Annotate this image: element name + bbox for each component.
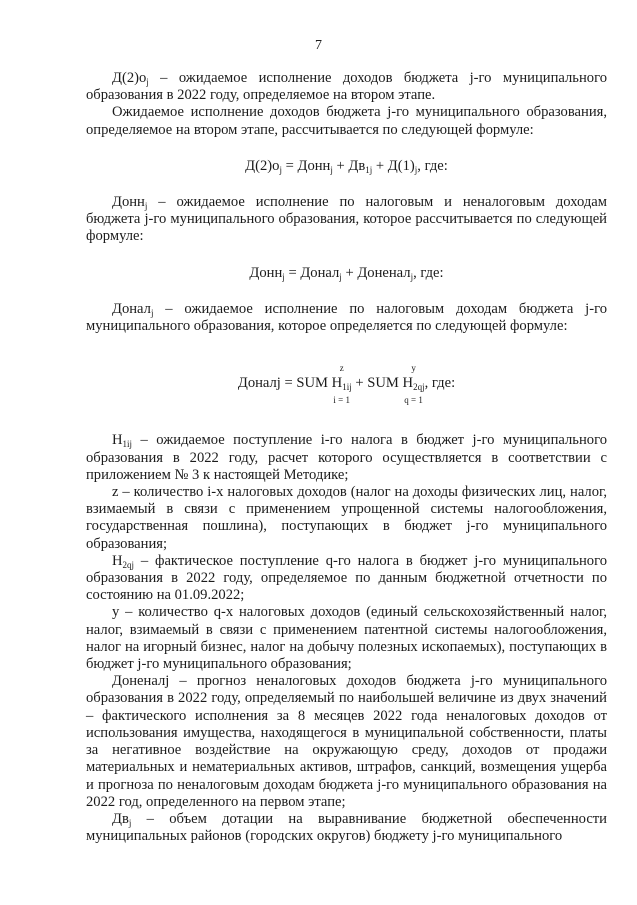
paragraph-dvj-definition: $Дв_j$ – объем дотации на выравнивание бюджетной обеспеченности муниципальных районов (городских округов) бюджету j-го муниципального [86, 810, 607, 845]
paragraph-d2o-definition: $Д(2)о_j$ – ожидаемое исполнение доходов бюджета j-го муниципального образования в 2022 году, определяемое на втором этапе. [86, 70, 607, 104]
paragraph-h2qj-definition: $H_{2qj}$ – фактическое поступление q-го налога в бюджет j-го муниципального образования в 2022 году, определяемое по данным бюджетной отчетности по состоянию на 01.09.2022; [86, 552, 607, 604]
sum-term-h2: y $H_{2qj}$ q = 1 [402, 363, 425, 406]
paragraph-donn-definition: Донн$_j$ – ожидаемое исполнение по налоговым и неналоговым доходам бюджета j-го муниципального образования, которое рассчитывается по следующей формуле: [86, 194, 607, 245]
paragraph-z-definition: z – количество i-х налоговых доходов (налог на доходы физических лиц, налог, взимаемый в связи с применением упрощенной системы налогообложения, государственная пошлина), поступающих в бюджет j-го муниципального образования; [86, 484, 607, 552]
formula-d2o: $Д(2)о_j$ = Донн$_j$ + $Дв_{1j} + Д(1)_j$, где: [245, 157, 448, 175]
paragraph-donal-definition: Донал$_j$ – ожидаемое исполнение по налоговым доходам бюджета j-го муниципального образования, которое определяется по следующей формуле: [86, 300, 607, 335]
paragraph-donenal-definition: Доненалj – прогноз неналоговых доходов бюджета j-го муниципального образования в 2022 году, определяемый по наибольшей величине из двух значений – фактического исполнения за 8 месяцев 2022 года неналоговых доходов от использования имущества, находящегося в муниципальной собственности, платы за негативное воздействие на окружающую среду, доходов от продажи материальных и нематериальных активов, штрафов, санкций, возмещения ущерба и прогноза по неналоговым доходам бюджета j-го муниципального образования на 2022 год, определенного на первом этапе; [86, 673, 607, 810]
document-body [86, 70, 607, 845]
paragraph-y-definition: y – количество q-х налоговых доходов (единый сельскохозяйственный налог, налог, взимаемый в связи с применением патентной системы налогообложения, налог на игорный бизнес, налог на добычу полезных ископаемых), поступающих в бюджет j-го муниципального образования; [86, 604, 607, 673]
formula-donn: Донн$_j$ = Донал$_j$ + Доненал$_j$, где: [249, 264, 444, 282]
paragraph-d2o-formula-intro: Ожидаемое исполнение доходов бюджета j-го муниципального образования, определяемое на втором этапе, рассчитывается по следующей формуле: [86, 104, 607, 138]
paragraph-h1ij-definition: $H_{1ij}$ – ожидаемое поступление i-го налога в бюджет j-го муниципального образования в 2022 году, расчет которого осуществляется в соответствии с приложением № 3 к настоящей Методике; [86, 432, 607, 483]
page-number: 7 [315, 38, 322, 53]
sum-term-h1: z $H_{1ij}$ i = 1 [331, 363, 352, 406]
formula-donal: Доналj = SUM z $H_{1ij}$ i = 1 + SUM y $H_{2qj}$ q = 1 , где: [237, 363, 456, 406]
